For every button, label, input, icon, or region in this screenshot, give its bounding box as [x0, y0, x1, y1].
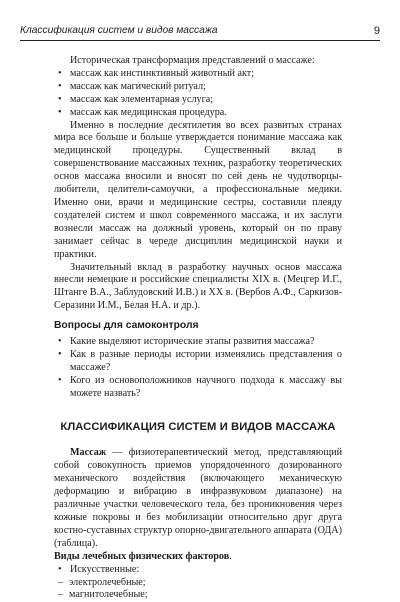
list-item-text: Какие выделяют исторические этапы развития массажа? [70, 336, 315, 348]
list-item-text: Кого из основоположников научного подхода к массажу вы можете назвать? [70, 374, 342, 399]
list-item [58, 336, 342, 349]
factors-list [54, 564, 342, 577]
list-item [58, 94, 342, 107]
page-body [54, 55, 342, 602]
bullet-marker: • [58, 336, 62, 348]
history-stages-list [54, 68, 342, 120]
dash-marker: – [58, 576, 64, 588]
running-header [20, 22, 380, 41]
list-item-text: массаж как медицинская процедура. [70, 106, 227, 118]
bullet-marker: • [58, 348, 62, 360]
questions-list [54, 336, 342, 401]
bullet-marker: • [58, 67, 62, 79]
section-title: КЛАССИФИКАЦИЯ СИСТЕМ И ВИДОВ МАССАЖА [60, 420, 336, 433]
definition-text: — физиотерапевтический метод, представляющий собой совокупность приемов упорядоченного дозированного механического воздействия (включающего механическую деформацию и вибрацию в инфразвуковом диапазоне) на различные участки человеческого тела, без проникновения через кожные покровы и без мобилизации относительно друг друга костно-суставных структур опорно-двигательного аппарата (ОДА) (таблица). [54, 447, 342, 549]
list-item [58, 577, 342, 590]
page-number: 9 [373, 25, 380, 37]
defined-term: Массаж [70, 447, 107, 459]
bullet-marker: • [58, 106, 62, 118]
list-item [58, 107, 342, 120]
list-item [58, 349, 342, 375]
list-item-text: массаж как инстинктивный животный акт; [70, 67, 255, 79]
list-item [58, 68, 342, 81]
recent-decades-paragraph: Именно в последние десятилетия во всех развитых странах мира все больше и больше утверждается понимание массажа как медицинской процедуры. Существенный вклад в совершенствование массажных техник, разработку теоретических основ массажа вносили и вносят по сей день не чудотворцы-любители, целители-самоучки, а профессиональные медики. Именно они, врачи и медицинские сестры, составили плеяду создателей систем и школ современного массажа, и их заслуги вознесли массаж на должный уровень, который он по праву занимает сейчас в череде дисциплин медицинской науки и практики. [54, 119, 342, 260]
dash-marker: – [58, 589, 64, 601]
artificial-factors-sublist [54, 577, 342, 602]
list-item [58, 589, 342, 602]
list-item-text: Как в разные периоды истории изменялись представления о массаже? [70, 348, 342, 373]
list-item [58, 375, 342, 401]
bullet-marker: • [58, 93, 62, 105]
list-item [58, 564, 342, 577]
questions-heading: Вопросы для самоконтроля [54, 320, 199, 332]
bullet-marker: • [58, 80, 62, 92]
bullet-marker: • [58, 563, 62, 575]
bullet-marker: • [58, 374, 62, 386]
running-header-title: Классификация систем и видов массажа [20, 25, 218, 36]
list-item-text: магнитолечебные; [69, 589, 148, 601]
factors-heading: Виды лечебных физических факторов [54, 550, 230, 562]
factors-heading-line [54, 551, 342, 564]
list-item-text: массаж как элементарная услуга; [70, 93, 214, 105]
list-item [58, 81, 342, 94]
list-item-text: электролечебные; [69, 576, 146, 588]
history-intro-paragraph: Историческая трансформация представлений о массаже: [70, 55, 315, 66]
massage-definition-paragraph [54, 447, 342, 550]
contributors-paragraph: Значительный вклад в разработку научных основ массажа внесли немецкие и российские специалисты XIX в. (Мецгер И.Г., Штанге В.А., Заблудовский И.В.) и XX в. (Вербов А.Ф., Саркизов-Серазини И.М., Белая Н.А. и др.). [54, 261, 342, 312]
factors-heading-period: . [229, 550, 232, 562]
list-item-text: Искусственные: [70, 563, 140, 575]
list-item-text: массаж как магический ритуал; [70, 80, 206, 92]
